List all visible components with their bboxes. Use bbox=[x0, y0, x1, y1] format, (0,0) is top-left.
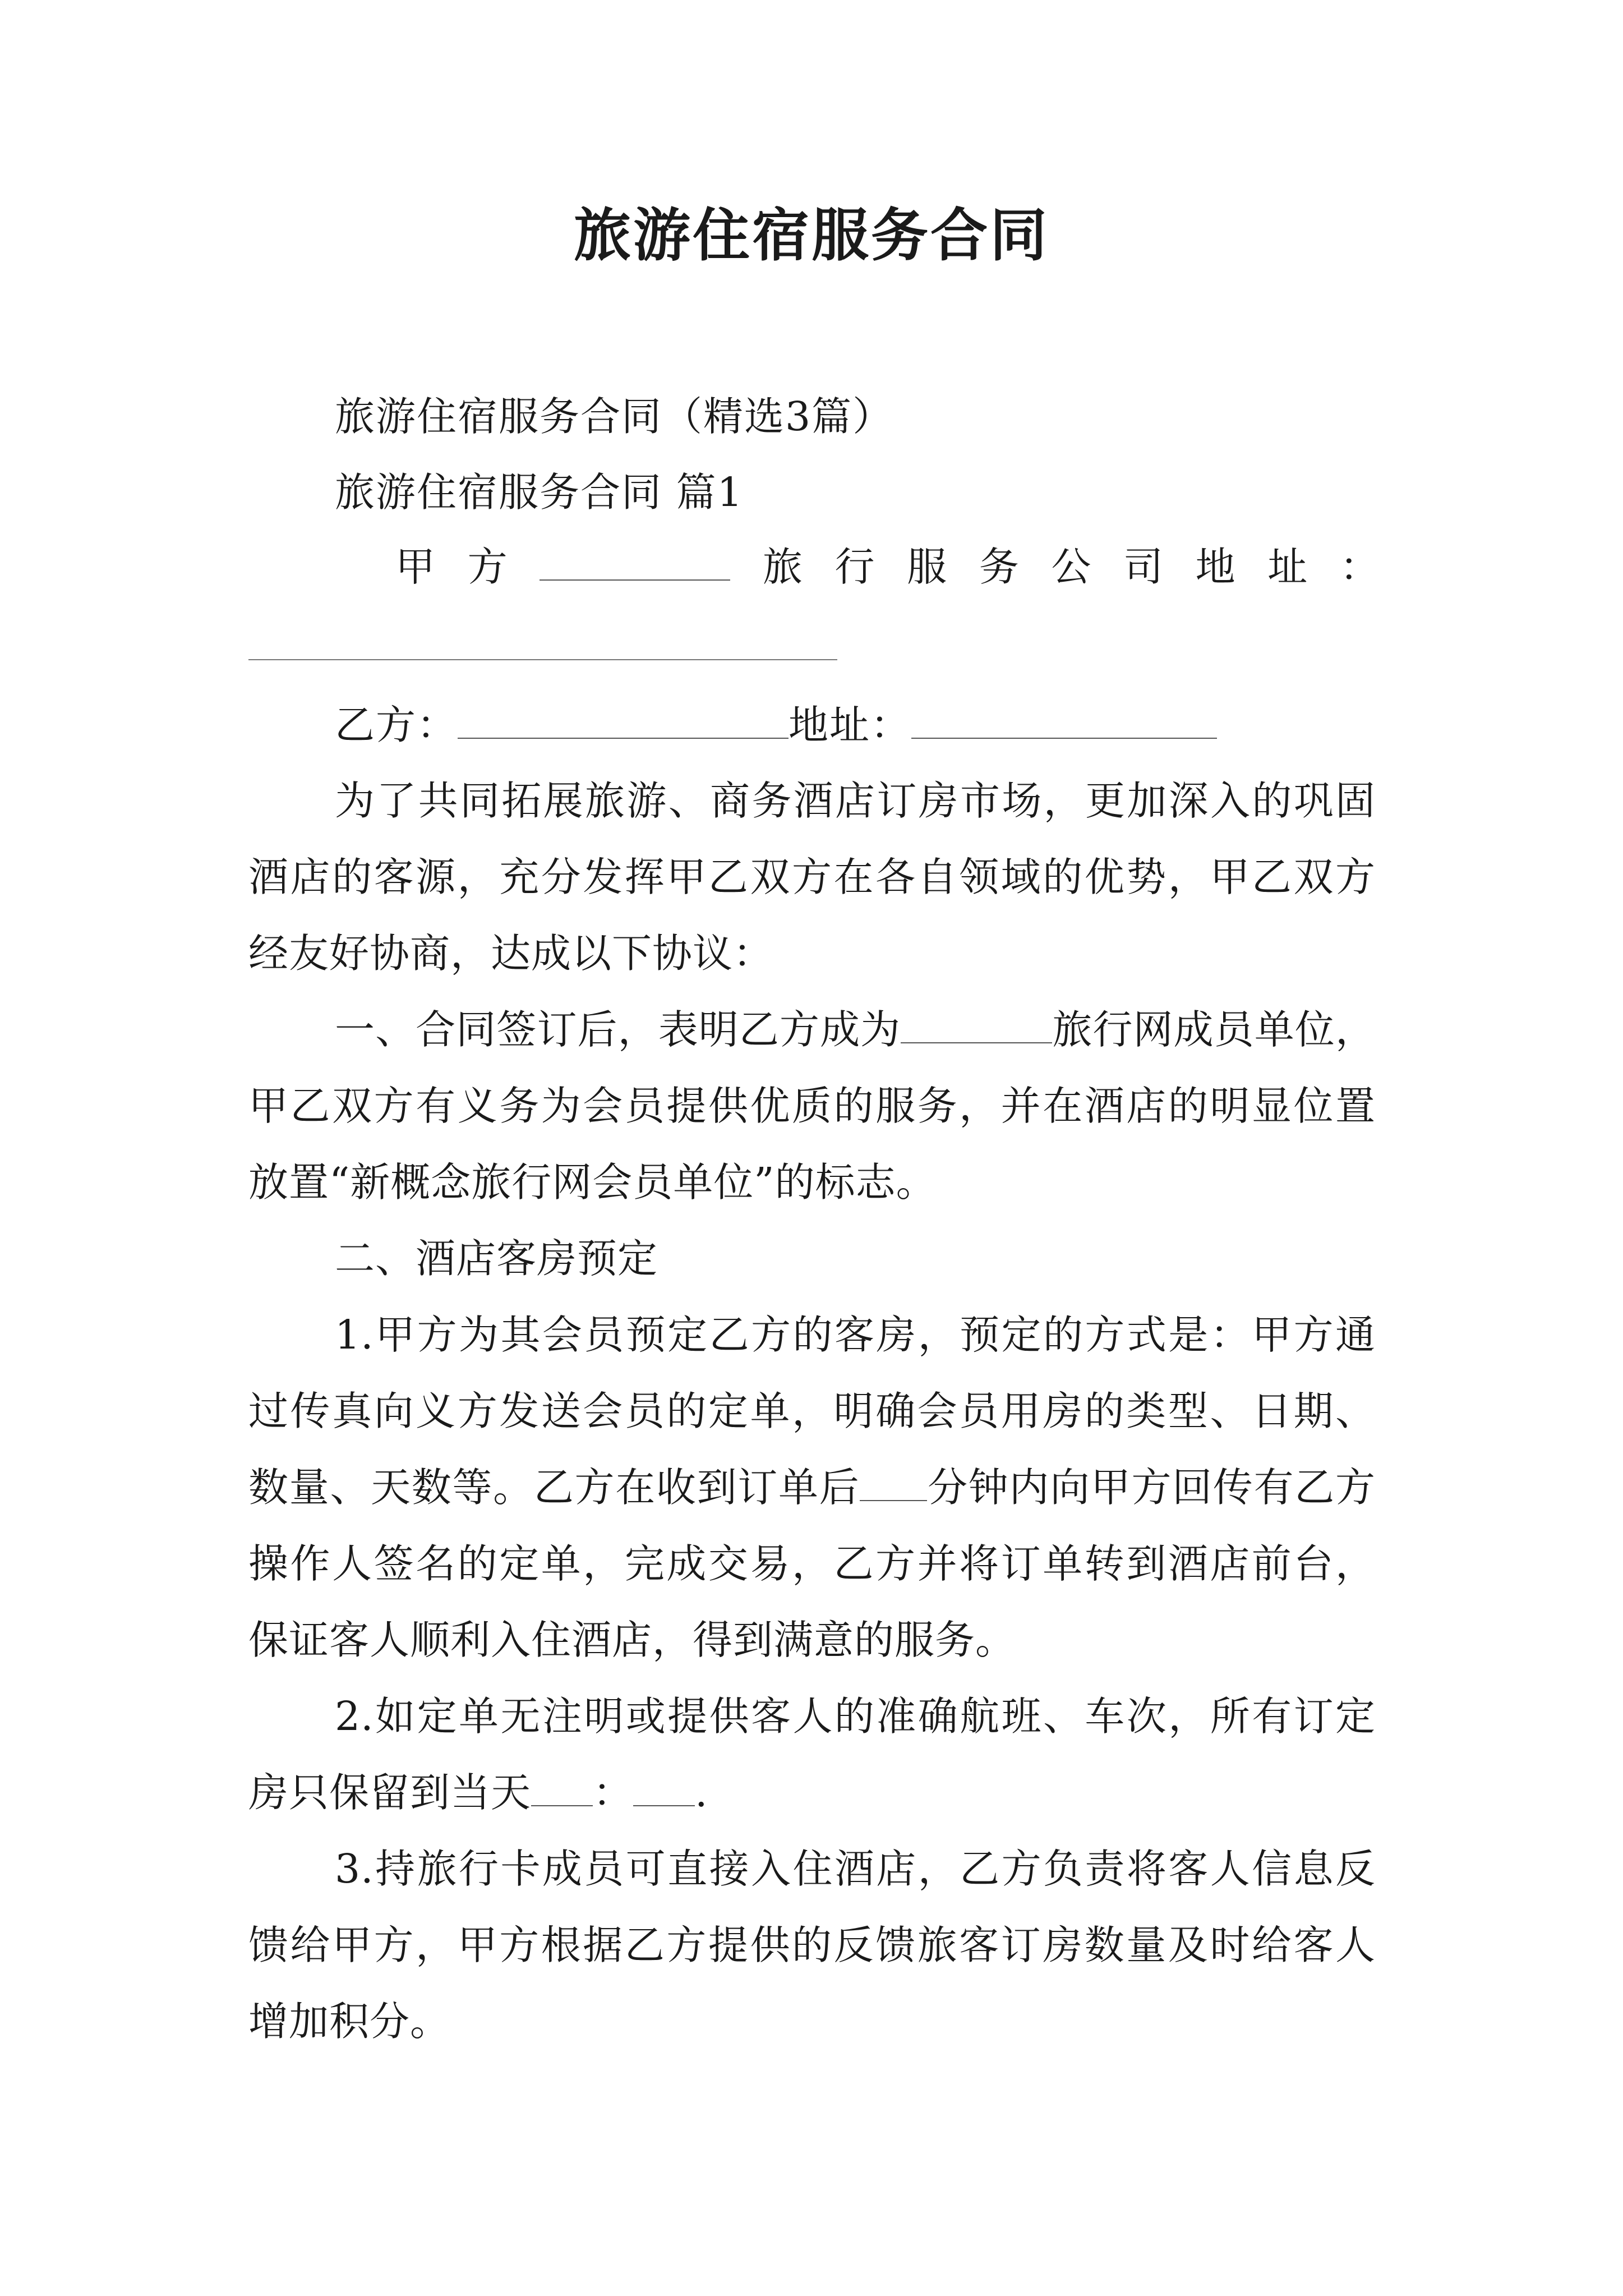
item-2-minute-blank bbox=[633, 1772, 695, 1806]
item-1-text-end: 分钟内向甲方回传有乙方操作人签名的定单，完成交易，乙方并将订单转到酒店前台，保证客人顺利入住酒店，得到满意的服务。 bbox=[248, 1464, 1376, 1663]
intro-paragraph: 为了共同拓展旅游、商务酒店订房市场，更加深入的巩固酒店的客源，充分发挥甲乙双方在各自领域的优势，甲乙双方经友好协商，达成以下协议： bbox=[248, 777, 1376, 977]
item-2-period: . bbox=[695, 1769, 708, 1816]
item-2-colon: ： bbox=[593, 1769, 634, 1816]
clause-1-blank bbox=[901, 1009, 1052, 1043]
party-a-line bbox=[395, 539, 1380, 595]
party-a-char: 甲 bbox=[395, 544, 436, 590]
item-3-paragraph: 3.持旅行卡成员可直接入住酒店，乙方负责将客人信息反馈给甲方，甲方根据乙方提供的反馈旅客订房数量及时给客人增加积分。 bbox=[248, 1846, 1376, 2045]
item-2-hour-blank bbox=[531, 1772, 593, 1806]
party-a-char: 司 bbox=[1123, 544, 1163, 590]
party-b-line bbox=[335, 697, 1217, 753]
clause-2-heading: 二、酒店客房预定 bbox=[335, 1235, 658, 1282]
party-a-name-blank bbox=[540, 546, 730, 581]
document-title: 旅游住宿服务合同 bbox=[574, 202, 1049, 269]
party-a-char: ： bbox=[1339, 544, 1380, 590]
clause-1-text-start: 一、合同签订后，表明乙方成为 bbox=[335, 1006, 901, 1053]
party-a-char: 旅 bbox=[762, 544, 803, 590]
item-2-paragraph bbox=[248, 1678, 1376, 1831]
party-a-char: 服 bbox=[907, 544, 947, 590]
clause-1-text-end: 旅行网成员单位，甲乙双方有义务为会员提供优质的服务，并在酒店的明显位置放置“新概念旅行网会员单位”的标志。 bbox=[248, 1006, 1376, 1205]
item-1-paragraph bbox=[248, 1297, 1376, 1678]
party-b-address-blank bbox=[911, 704, 1217, 739]
section-heading: 旅游住宿服务合同 篇1 bbox=[335, 469, 744, 516]
party-a-char: 地 bbox=[1195, 544, 1235, 590]
item-1-minutes-blank bbox=[860, 1466, 927, 1501]
item-2-text-start: 2.如定单无注明或提供客人的准确航班、车次，所有订定房只保留到当天 bbox=[248, 1693, 1376, 1816]
party-a-char: 行 bbox=[834, 544, 875, 590]
document-subtitle: 旅游住宿服务合同（精选3篇） bbox=[335, 393, 894, 440]
item-1-text-start: 1.甲方为其会员预定乙方的客房，预定的方式是：甲方通过传真向义方发送会员的定单，明确会员用房的类型、日期、数量、天数等。乙方在收到订单后 bbox=[248, 1312, 1376, 1511]
party-a-address-blank bbox=[248, 659, 837, 660]
party-a-char: 方 bbox=[467, 544, 508, 590]
party-a-char: 公 bbox=[1051, 544, 1091, 590]
party-b-address-label: 地址： bbox=[789, 702, 912, 748]
party-a-char: 务 bbox=[979, 544, 1019, 590]
party-b-label: 乙方： bbox=[335, 702, 458, 748]
clause-1-paragraph bbox=[248, 992, 1376, 1221]
party-b-name-blank bbox=[458, 704, 789, 739]
party-a-char: 址 bbox=[1267, 544, 1308, 590]
